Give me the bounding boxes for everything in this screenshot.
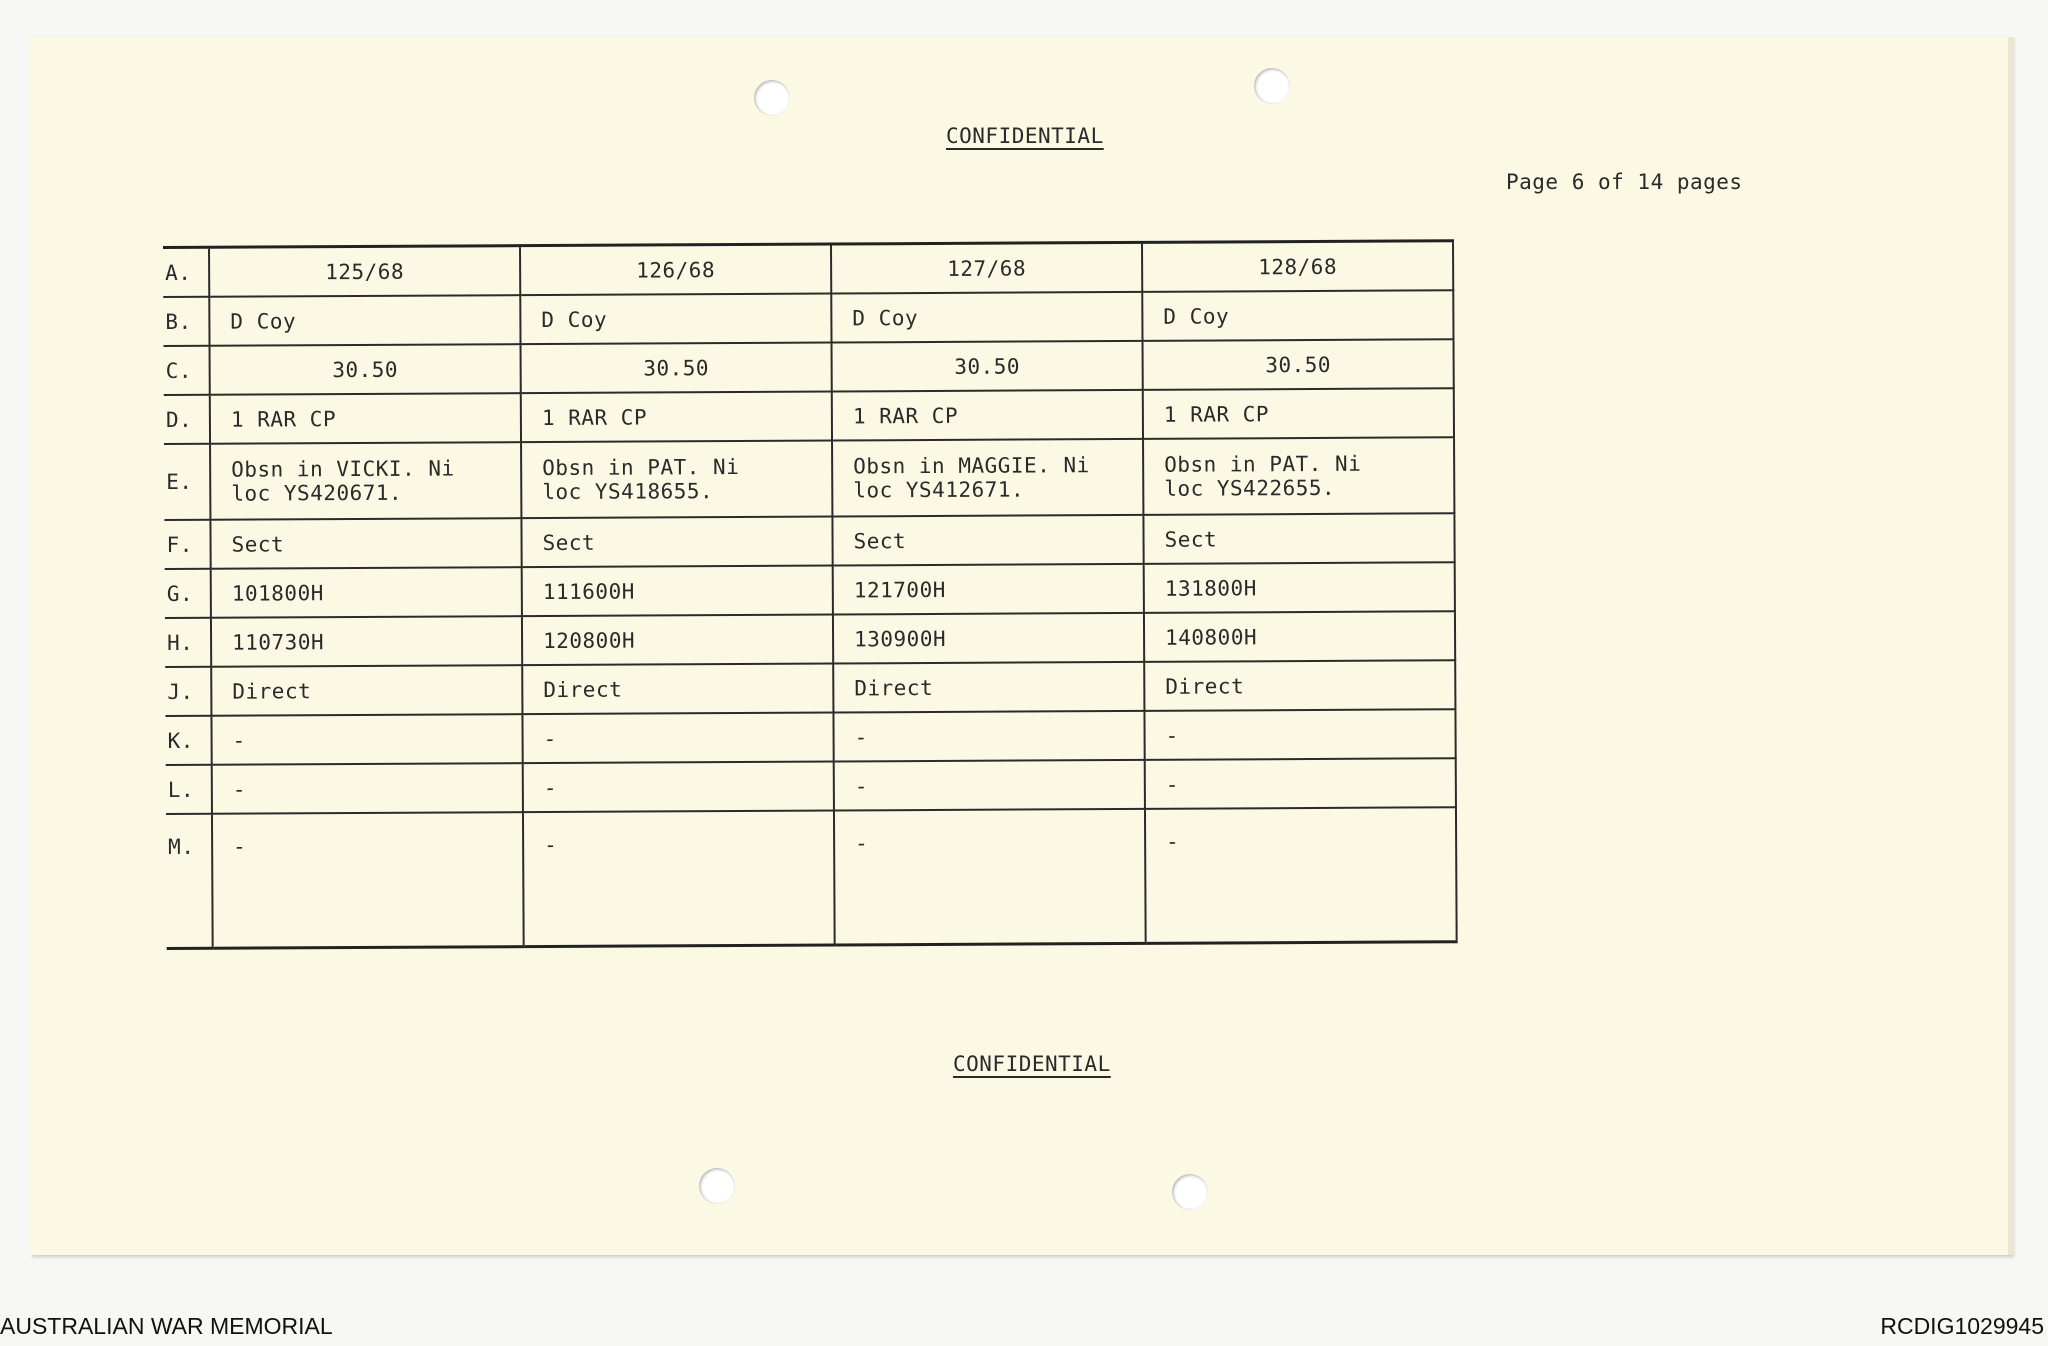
table-cell: 140800H (1144, 611, 1455, 662)
table-cell: 126/68 (520, 244, 831, 295)
classification-header: CONFIDENTIAL (946, 124, 1104, 148)
table-cell: - (212, 812, 524, 948)
table-cell: - (523, 761, 834, 812)
table-cell: - (834, 760, 1145, 811)
row-label: G. (165, 569, 211, 618)
row-label: E. (164, 444, 210, 520)
table-row (165, 562, 1455, 618)
table-row (164, 339, 1454, 395)
row-label: D. (164, 395, 210, 444)
table-cell: 101800H (211, 567, 522, 618)
table-row (164, 388, 1454, 444)
table-cell: - (834, 809, 1146, 945)
table-cell: 131800H (1144, 562, 1455, 613)
page-edge (2008, 37, 2014, 1255)
table-cell: - (522, 712, 833, 763)
table-cell: 30.50 (521, 343, 832, 394)
table-cell: 111600H (522, 565, 833, 616)
punch-hole (699, 1168, 735, 1204)
table-row (165, 611, 1455, 667)
table-cell: D Coy (1142, 290, 1453, 341)
table-cell: - (211, 714, 522, 765)
row-label: F. (164, 520, 210, 569)
table-cell: Obsn in PAT. Ni loc YS422655. (1143, 437, 1454, 515)
table-row (166, 758, 1456, 814)
classification-footer: CONFIDENTIAL (953, 1052, 1111, 1076)
archive-id: RCDIG1029945 (1880, 1313, 2044, 1339)
table-cell: Obsn in VICKI. Ni loc YS420671. (210, 442, 521, 520)
table-cell: Direct (833, 662, 1144, 713)
row-label: K. (165, 716, 211, 765)
table-cell: 30.50 (832, 341, 1143, 392)
table-cell: Direct (522, 663, 833, 714)
table-row (166, 807, 1457, 948)
table-cell: Sect (521, 516, 832, 567)
table-cell: 130900H (833, 613, 1144, 664)
table-cell: 1 RAR CP (210, 393, 521, 444)
table-cell: 128/68 (1142, 241, 1453, 292)
table-cell: - (212, 763, 523, 814)
page-number: Page 6 of 14 pages (1506, 170, 1743, 194)
table-row (163, 241, 1453, 297)
table-cell: 121700H (833, 564, 1144, 615)
table-cell: Sect (210, 518, 521, 569)
table-cell: - (1144, 709, 1455, 760)
table-row (164, 437, 1454, 520)
row-label: M. (166, 814, 213, 949)
table-row (165, 660, 1455, 716)
table-cell: 110730H (211, 616, 522, 667)
table-row (165, 709, 1455, 765)
table-cell: 1 RAR CP (521, 392, 832, 443)
table-row (164, 513, 1454, 569)
row-label: J. (165, 667, 211, 716)
table-row (163, 290, 1453, 346)
table-cell: - (1145, 807, 1457, 943)
table-cell: Sect (1143, 513, 1454, 564)
table-cell: - (833, 711, 1144, 762)
table-cell: D Coy (520, 294, 831, 345)
table-cell: D Coy (209, 295, 520, 346)
table-cell: 1 RAR CP (1143, 388, 1454, 439)
punch-hole (754, 80, 790, 116)
row-label: C. (164, 346, 210, 395)
table-cell: 120800H (522, 614, 833, 665)
table-cell: - (1145, 758, 1456, 809)
table-cell: Direct (211, 665, 522, 716)
punch-hole (1172, 1174, 1208, 1210)
table-cell: D Coy (831, 292, 1142, 343)
row-label: L. (166, 765, 212, 814)
row-label: B. (163, 297, 209, 346)
row-label: H. (165, 618, 211, 667)
table-cell: 30.50 (210, 344, 521, 395)
punch-hole (1254, 68, 1290, 104)
row-label: A. (163, 247, 209, 297)
table-cell: Obsn in MAGGIE. Ni loc YS412671. (832, 439, 1143, 517)
archive-watermark: AUSTRALIAN WAR MEMORIAL (0, 1313, 333, 1339)
table-cell: 30.50 (1143, 339, 1454, 390)
table-cell: 127/68 (831, 242, 1142, 293)
table-cell: Obsn in PAT. Ni loc YS418655. (521, 440, 832, 518)
report-table (163, 239, 1458, 950)
table-cell: 125/68 (209, 246, 520, 297)
table-cell: 1 RAR CP (832, 390, 1143, 441)
table-cell: Sect (832, 515, 1143, 566)
table-cell: Direct (1144, 660, 1455, 711)
table-cell: - (523, 810, 835, 946)
